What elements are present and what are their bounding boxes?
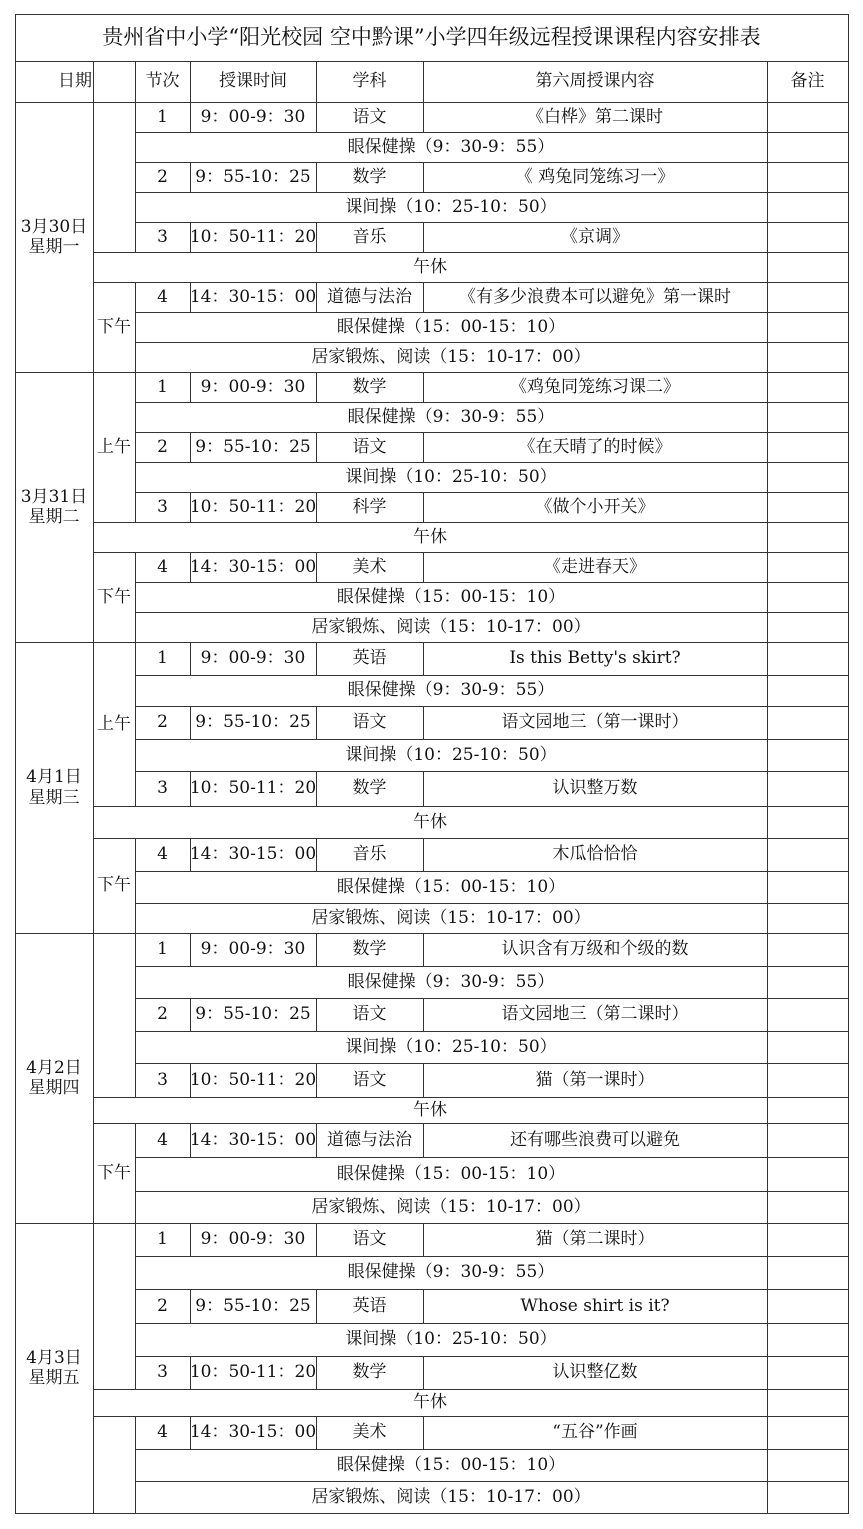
- grid-line: [135, 612, 849, 613]
- grid-line: [316, 102, 317, 133]
- grid-line: [767, 132, 768, 163]
- grid-line: [93, 1389, 849, 1390]
- eye-exercise-am: 眼保健操（9：30-9：55）: [347, 1262, 555, 1283]
- class-period: 2: [157, 712, 168, 733]
- grid-line: [190, 492, 191, 523]
- class-time: 9：00-9：30: [200, 939, 306, 960]
- grid-line: [190, 1289, 191, 1324]
- grid-line: [135, 675, 849, 676]
- session-am-label: 上午: [97, 436, 131, 457]
- grid-line: [316, 1063, 317, 1098]
- grid-line: [767, 1157, 768, 1192]
- grid-line: [316, 162, 317, 193]
- class-time: 14：30-15：00: [190, 1129, 316, 1150]
- grid-line: [423, 162, 424, 193]
- grid-line: [767, 61, 768, 103]
- grid-line: [135, 402, 849, 403]
- grid-line: [316, 222, 317, 253]
- grid-line: [767, 1063, 768, 1098]
- class-content: 猫（第二课时）: [535, 1229, 655, 1250]
- grid-line: [135, 903, 849, 904]
- grid-line: [316, 998, 317, 1032]
- grid-line: [316, 642, 317, 676]
- class-subject: 语文: [352, 1069, 387, 1090]
- class-time: 10：50-11：20: [190, 1069, 316, 1090]
- class-subject: 语文: [352, 106, 387, 127]
- grid-line: [135, 771, 849, 772]
- grid-line: [767, 372, 768, 403]
- grid-line: [135, 966, 849, 967]
- class-period: 3: [157, 226, 168, 247]
- home-exercise: 居家锻炼、阅读（15：10-17：00）: [311, 616, 591, 637]
- day-weekday: 星期三: [28, 787, 80, 808]
- class-subject: 道德与法治: [327, 1129, 412, 1150]
- grid-line: [190, 838, 191, 872]
- class-period: 3: [157, 496, 168, 517]
- header-remark: 备注: [790, 71, 825, 92]
- home-exercise: 居家锻炼、阅读（15：10-17：00）: [311, 1196, 591, 1217]
- grid-line: [767, 582, 768, 613]
- class-time: 9：00-9：30: [200, 1229, 306, 1250]
- class-period: 1: [157, 1229, 168, 1250]
- day-weekday: 星期四: [28, 1078, 80, 1098]
- grid-line: [316, 61, 317, 103]
- noon-break: 午休: [413, 526, 447, 547]
- grid-line: [423, 771, 424, 807]
- class-subject: 数学: [352, 1362, 387, 1383]
- grid-line: [423, 492, 424, 523]
- day-date: 4月3日: [26, 1347, 82, 1368]
- home-exercise: 居家锻炼、阅读（15：10-17：00）: [311, 907, 591, 928]
- grid-line: [767, 1256, 768, 1290]
- grid-line: [15, 1513, 849, 1514]
- class-time: 10：50-11：20: [190, 226, 316, 247]
- class-subject: 音乐: [352, 844, 387, 865]
- session-am-label: 上午: [97, 713, 131, 734]
- class-subject: 数学: [352, 376, 387, 397]
- grid-line: [135, 1123, 136, 1224]
- grid-line: [135, 342, 849, 343]
- class-content: 《鸡兔同笼练习课二》: [510, 376, 680, 397]
- grid-line: [135, 372, 136, 523]
- grid-line: [135, 871, 849, 872]
- grid-line: [423, 1123, 424, 1158]
- class-content: 《有多少浪费本可以避免》第一课时: [459, 286, 731, 307]
- grid-line: [423, 998, 424, 1032]
- grid-line: [767, 252, 768, 283]
- grid-line: [767, 492, 768, 523]
- grid-line: [135, 1416, 136, 1514]
- day-date: 3月30日: [20, 216, 88, 237]
- class-time: 14：30-15：00: [190, 1422, 316, 1443]
- grid-line: [767, 1097, 768, 1124]
- class-content: “五谷”作画: [552, 1422, 638, 1443]
- day-date: 4月1日: [26, 767, 82, 788]
- grid-line: [190, 282, 191, 313]
- grid-line: [767, 1123, 768, 1158]
- grid-line: [423, 552, 424, 583]
- grid-line: [423, 706, 424, 740]
- grid-line: [767, 903, 768, 934]
- grid-line: [767, 402, 768, 433]
- grid-line: [135, 1449, 849, 1450]
- class-time: 10：50-11：20: [190, 778, 316, 799]
- grid-line: [93, 806, 849, 807]
- grid-line: [767, 1289, 768, 1324]
- class-subject: 美术: [352, 556, 387, 577]
- class-period: 2: [157, 1004, 168, 1025]
- grid-line: [190, 1123, 191, 1158]
- grid-line: [767, 162, 768, 193]
- grid-line: [190, 933, 191, 967]
- eye-exercise-am: 眼保健操（9：30-9：55）: [347, 680, 555, 701]
- class-content: 木瓜恰恰恰: [552, 844, 638, 865]
- header-period: 节次: [145, 71, 180, 92]
- grid-line: [423, 1223, 424, 1257]
- class-period: 3: [157, 778, 168, 799]
- grid-line: [93, 1097, 849, 1098]
- grid-line: [135, 1256, 849, 1257]
- class-period: 4: [157, 844, 168, 865]
- grid-line: [767, 432, 768, 463]
- grid-line: [190, 998, 191, 1032]
- day-weekday: 星期五: [28, 1368, 80, 1388]
- day-weekday: 星期一: [28, 237, 80, 257]
- day-date-cell: [15, 642, 93, 933]
- eye-exercise-pm: 眼保健操（15：00-15：10）: [336, 586, 566, 607]
- grid-line: [767, 739, 768, 772]
- class-subject: 语文: [352, 436, 387, 457]
- grid-line: [767, 312, 768, 343]
- class-content: 语文园地三（第一课时）: [501, 712, 689, 733]
- grid-line: [135, 1289, 849, 1290]
- grid-line: [190, 372, 191, 403]
- class-time: 9：55-10：25: [195, 1004, 311, 1025]
- class-time: 9：00-9：30: [200, 376, 306, 397]
- grid-line: [135, 1031, 849, 1032]
- class-period: 1: [157, 939, 168, 960]
- grid-line: [135, 838, 136, 934]
- grid-line: [135, 462, 849, 463]
- grid-line: [423, 933, 424, 967]
- grid-line: [135, 1063, 849, 1064]
- class-period: 2: [157, 166, 168, 187]
- class-subject: 语文: [352, 1004, 387, 1025]
- grid-line: [767, 192, 768, 223]
- class-time: 14：30-15：00: [190, 556, 316, 577]
- noon-break: 午休: [413, 1099, 447, 1120]
- eye-exercise-pm: 眼保健操（15：00-15：10）: [336, 316, 566, 337]
- class-subject: 语文: [352, 1229, 387, 1250]
- grid-line: [316, 1356, 317, 1390]
- grid-line: [190, 102, 191, 133]
- grid-line: [423, 61, 424, 103]
- grid-line: [135, 132, 849, 133]
- class-subject: 美术: [352, 1422, 387, 1443]
- grid-line: [767, 222, 768, 253]
- grid-line: [190, 1223, 191, 1257]
- break-exercise: 课间操（10：25-10：50）: [345, 1329, 557, 1350]
- grid-line: [767, 1389, 768, 1417]
- class-content: 还有哪些浪费可以避免: [510, 1129, 680, 1150]
- grid-line: [767, 102, 768, 133]
- header-time: 授课时间: [219, 71, 287, 92]
- grid-line: [316, 432, 317, 463]
- grid-line: [135, 1481, 849, 1482]
- grid-line: [767, 998, 768, 1032]
- class-content: 《京调》: [561, 226, 629, 247]
- class-content: 《做个小开关》: [535, 496, 655, 517]
- grid-line: [190, 1063, 191, 1098]
- header-date: 日期: [58, 71, 92, 92]
- grid-line: [767, 871, 768, 904]
- class-content: 认识整亿数: [552, 1362, 638, 1383]
- class-time: 14：30-15：00: [190, 286, 316, 307]
- grid-line: [316, 771, 317, 807]
- grid-line: [316, 282, 317, 313]
- eye-exercise-am: 眼保健操（9：30-9：55）: [347, 136, 555, 157]
- class-content: Is this Betty's skirt?: [509, 648, 681, 669]
- grid-line: [190, 162, 191, 193]
- class-time: 9：55-10：25: [195, 712, 311, 733]
- grid-line: [423, 1289, 424, 1324]
- grid-line: [767, 1223, 768, 1257]
- grid-line: [135, 432, 849, 433]
- eye-exercise-am: 眼保健操（9：30-9：55）: [347, 406, 555, 427]
- grid-line: [15, 14, 849, 15]
- grid-line: [93, 1123, 849, 1124]
- grid-line: [135, 492, 849, 493]
- grid-line: [190, 222, 191, 253]
- class-period: 3: [157, 1069, 168, 1090]
- noon-break: 午休: [413, 256, 447, 277]
- grid-line: [190, 1356, 191, 1390]
- break-exercise: 课间操（10：25-10：50）: [345, 196, 557, 217]
- grid-line: [767, 806, 768, 839]
- eye-exercise-pm: 眼保健操（15：00-15：10）: [336, 1454, 566, 1475]
- grid-line: [135, 582, 849, 583]
- class-subject: 数学: [352, 939, 387, 960]
- grid-line: [316, 1416, 317, 1450]
- grid-line: [190, 552, 191, 583]
- class-subject: 音乐: [352, 226, 387, 247]
- grid-line: [15, 61, 849, 62]
- grid-line: [767, 706, 768, 740]
- grid-line: [316, 1289, 317, 1324]
- grid-line: [316, 1223, 317, 1257]
- grid-line: [423, 102, 424, 133]
- grid-line: [423, 282, 424, 313]
- class-content: 认识含有万级和个级的数: [501, 939, 689, 960]
- grid-line: [767, 1356, 768, 1390]
- grid-line: [423, 642, 424, 676]
- grid-line: [93, 282, 849, 283]
- grid-line: [93, 1097, 136, 1098]
- grid-line: [423, 838, 424, 872]
- grid-line: [190, 706, 191, 740]
- day-weekday: 星期二: [28, 507, 80, 527]
- grid-line: [316, 1123, 317, 1158]
- grid-line: [767, 1031, 768, 1064]
- grid-line: [135, 61, 136, 103]
- grid-line: [423, 1416, 424, 1450]
- class-subject: 道德与法治: [327, 286, 412, 307]
- grid-line: [767, 1449, 768, 1482]
- session-pm-label: 下午: [97, 316, 131, 337]
- grid-line: [135, 998, 849, 999]
- class-period: 1: [157, 106, 168, 127]
- grid-line: [767, 642, 768, 676]
- grid-line: [767, 1481, 768, 1514]
- class-subject: 语文: [352, 712, 387, 733]
- class-period: 3: [157, 1362, 168, 1383]
- grid-line: [767, 612, 768, 643]
- grid-line: [135, 192, 849, 193]
- grid-line: [316, 706, 317, 740]
- grid-line: [135, 162, 849, 163]
- grid-line: [93, 552, 849, 553]
- session-pm-label: 下午: [97, 586, 131, 607]
- grid-line: [767, 552, 768, 583]
- grid-line: [423, 372, 424, 403]
- home-exercise: 居家锻炼、阅读（15：10-17：00）: [311, 346, 591, 367]
- grid-line: [767, 522, 768, 553]
- table-title: 贵州省中小学“阳光校园 空中黔课”小学四年级远程授课课程内容安排表: [102, 24, 761, 49]
- grid-line: [767, 462, 768, 493]
- class-time: 14：30-15：00: [190, 844, 316, 865]
- class-content: 猫（第一课时）: [535, 1069, 655, 1090]
- day-date: 3月31日: [20, 486, 88, 507]
- class-content: 认识整万数: [552, 778, 638, 799]
- grid-line: [135, 1323, 849, 1324]
- day-date: 4月2日: [26, 1057, 82, 1078]
- grid-line: [190, 61, 191, 103]
- grid-line: [135, 1223, 136, 1390]
- grid-line: [135, 739, 849, 740]
- class-content: Whose shirt is it?: [520, 1295, 670, 1316]
- grid-line: [93, 522, 849, 523]
- class-content: 语文园地三（第二课时）: [501, 1004, 689, 1025]
- break-exercise: 课间操（10：25-10：50）: [345, 744, 557, 765]
- class-period: 4: [157, 556, 168, 577]
- class-time: 9：55-10：25: [195, 1295, 311, 1316]
- day-date-cell: [15, 372, 93, 642]
- class-period: 4: [157, 1129, 168, 1150]
- class-time: 9：00-9：30: [200, 648, 306, 669]
- home-exercise: 居家锻炼、阅读（15：10-17：00）: [311, 1486, 591, 1507]
- grid-line: [190, 432, 191, 463]
- class-time: 10：50-11：20: [190, 1362, 316, 1383]
- grid-line: [316, 552, 317, 583]
- grid-line: [767, 1323, 768, 1357]
- class-content: 《走进春天》: [544, 556, 646, 577]
- grid-line: [423, 1356, 424, 1390]
- day-date-cell: [15, 1223, 93, 1513]
- grid-line: [767, 282, 768, 313]
- session-pm-label: 下午: [97, 1162, 131, 1183]
- grid-line: [767, 342, 768, 373]
- day-date-cell: [15, 102, 93, 372]
- grid-line: [135, 1191, 849, 1192]
- class-subject: 英语: [352, 1295, 387, 1316]
- noon-break: 午休: [413, 1392, 447, 1413]
- grid-line: [135, 312, 849, 313]
- grid-line: [93, 252, 849, 253]
- class-time: 9：00-9：30: [200, 106, 306, 127]
- grid-line: [316, 492, 317, 523]
- noon-break: 午休: [413, 811, 447, 832]
- grid-line: [190, 642, 191, 676]
- header-content: 第六周授课内容: [535, 71, 655, 92]
- class-period: 1: [157, 376, 168, 397]
- grid-line: [135, 706, 849, 707]
- session-pm-label: 下午: [97, 875, 131, 896]
- class-time: 9：55-10：25: [195, 166, 311, 187]
- class-content: 《在天晴了的时候》: [518, 436, 672, 457]
- grid-line: [135, 642, 136, 807]
- class-period: 4: [157, 1422, 168, 1443]
- class-subject: 科学: [352, 496, 387, 517]
- grid-line: [135, 102, 136, 253]
- grid-line: [767, 1416, 768, 1450]
- grid-line: [767, 933, 768, 967]
- class-subject: 数学: [352, 778, 387, 799]
- grid-line: [316, 372, 317, 403]
- break-exercise: 课间操（10：25-10：50）: [345, 1036, 557, 1057]
- grid-line: [316, 933, 317, 967]
- grid-line: [767, 1191, 768, 1224]
- class-period: 1: [157, 648, 168, 669]
- day-date-cell: [15, 933, 93, 1223]
- grid-line: [93, 1389, 136, 1390]
- class-period: 2: [157, 1295, 168, 1316]
- class-time: 10：50-11：20: [190, 496, 316, 517]
- eye-exercise-pm: 眼保健操（15：00-15：10）: [336, 1163, 566, 1184]
- class-period: 4: [157, 286, 168, 307]
- grid-line: [190, 771, 191, 807]
- grid-line: [423, 1063, 424, 1098]
- class-content: 《白桦》第二课时: [527, 106, 663, 127]
- grid-line: [316, 838, 317, 872]
- grid-line: [135, 1157, 849, 1158]
- grid-line: [135, 552, 136, 643]
- grid-line: [135, 282, 136, 373]
- grid-line: [93, 1416, 849, 1417]
- grid-line: [767, 675, 768, 707]
- header-subject: 学科: [352, 71, 387, 92]
- grid-line: [423, 222, 424, 253]
- eye-exercise-pm: 眼保健操（15：00-15：10）: [336, 876, 566, 897]
- grid-line: [423, 432, 424, 463]
- class-content: 《 鸡兔同笼练习一》: [515, 166, 675, 187]
- grid-line: [767, 838, 768, 872]
- grid-line: [93, 838, 849, 839]
- eye-exercise-am: 眼保健操（9：30-9：55）: [347, 971, 555, 992]
- class-period: 2: [157, 436, 168, 457]
- grid-line: [190, 1416, 191, 1450]
- class-subject: 数学: [352, 166, 387, 187]
- grid-line: [135, 222, 849, 223]
- break-exercise: 课间操（10：25-10：50）: [345, 466, 557, 487]
- class-subject: 英语: [352, 648, 387, 669]
- grid-line: [767, 771, 768, 807]
- grid-line: [135, 1356, 849, 1357]
- grid-line: [767, 966, 768, 999]
- class-time: 9：55-10：25: [195, 436, 311, 457]
- grid-line: [135, 933, 136, 1098]
